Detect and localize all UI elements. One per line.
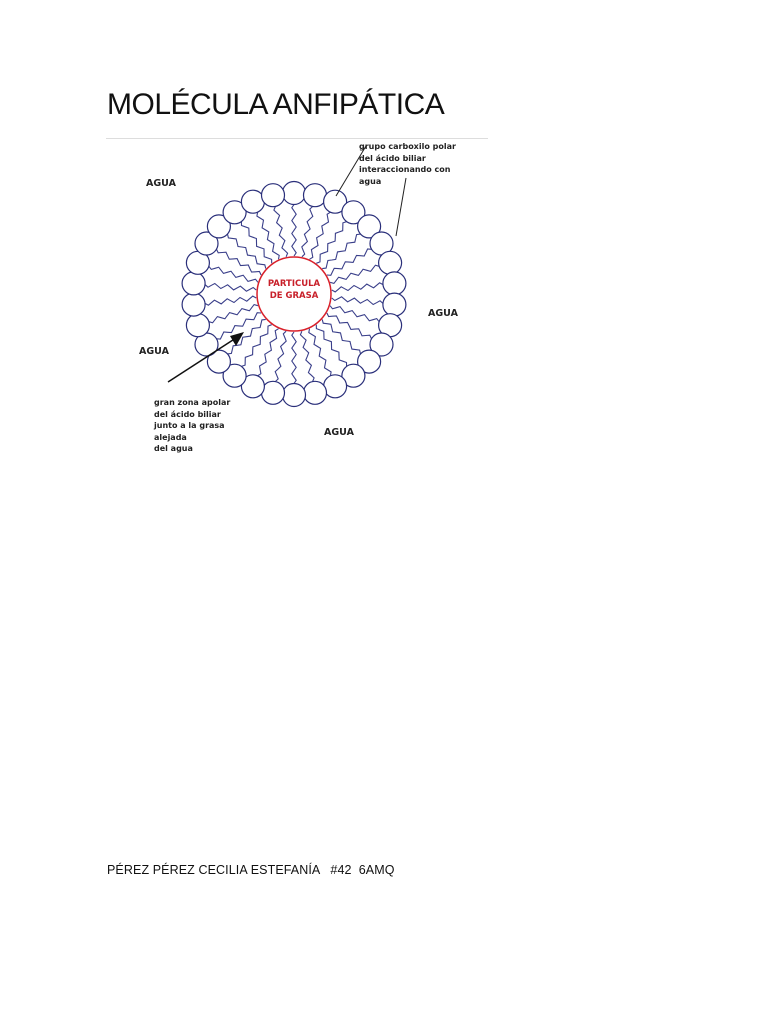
note-apolar-line-5: del agua	[154, 444, 193, 453]
lipid-tail	[274, 207, 288, 257]
lipid-tail	[327, 313, 372, 339]
lipid-tail	[217, 249, 262, 275]
lipid-tail	[292, 332, 296, 384]
polar-head	[304, 381, 327, 404]
polar-head	[383, 272, 406, 295]
lipid-tail	[205, 284, 256, 292]
lipid-tail	[332, 283, 383, 292]
lipid-tail	[241, 325, 271, 367]
note-polar-line-4: agua	[359, 176, 382, 186]
note-apolar-zone	[154, 397, 230, 455]
core-label	[252, 278, 336, 302]
lipid-tail	[205, 296, 256, 305]
core-label-line-2: DE GRASA	[269, 291, 319, 301]
water-label-bottom: AGUA	[324, 427, 354, 438]
lipid-tail	[316, 222, 346, 264]
polar-head	[304, 184, 327, 207]
author-footer: PÉREZ PÉREZ CECILIA ESTEFANÍA #42 6AMQ	[107, 863, 395, 877]
note-polar-line-1: grupo carboxilo polar	[359, 142, 456, 151]
polar-head	[283, 182, 306, 205]
note-apolar-line-2: del ácido biliar	[154, 409, 221, 419]
water-label-top-left: AGUA	[146, 178, 176, 189]
lipid-tail	[257, 212, 279, 259]
polar-head	[383, 293, 406, 316]
lipid-tail	[241, 222, 271, 264]
note-apolar-line-1: gran zona apolar	[154, 398, 231, 407]
note-polar-line-2: del ácido biliar	[359, 153, 426, 163]
polar-head	[283, 384, 306, 407]
polar-head	[262, 381, 285, 404]
micelle-figure	[106, 138, 488, 462]
lipid-tail	[292, 205, 296, 257]
polar-head	[186, 314, 209, 337]
polar-head	[241, 190, 264, 213]
lipid-tail	[309, 329, 331, 376]
polar-head	[182, 272, 205, 295]
lipid-tail	[316, 325, 346, 367]
note-apolar-line-4: alejada	[154, 432, 187, 442]
note-polar-line-3: interaccionando con	[359, 165, 451, 174]
polar-head	[182, 293, 205, 316]
polar-head	[324, 375, 347, 398]
lipid-tail	[300, 331, 314, 381]
lipid-tail	[310, 212, 331, 259]
note-polar-group	[359, 141, 456, 187]
polar-head	[262, 184, 285, 207]
lipid-tail	[327, 249, 372, 275]
note-apolar-line-3: junto a la grasa	[154, 421, 225, 430]
lipid-tail	[330, 265, 379, 283]
lipid-tail	[209, 305, 258, 323]
polar-head	[379, 251, 402, 274]
lipid-tail	[332, 297, 383, 305]
lipid-tail	[258, 329, 279, 376]
water-label-left: AGUA	[139, 346, 169, 357]
core-label-line-1: PARTICULA	[267, 279, 321, 289]
page-title: MOLÉCULA ANFIPÁTICA	[107, 88, 445, 121]
lipid-tail	[228, 234, 266, 269]
water-label-right: AGUA	[428, 308, 458, 319]
lipid-tail	[322, 319, 360, 354]
